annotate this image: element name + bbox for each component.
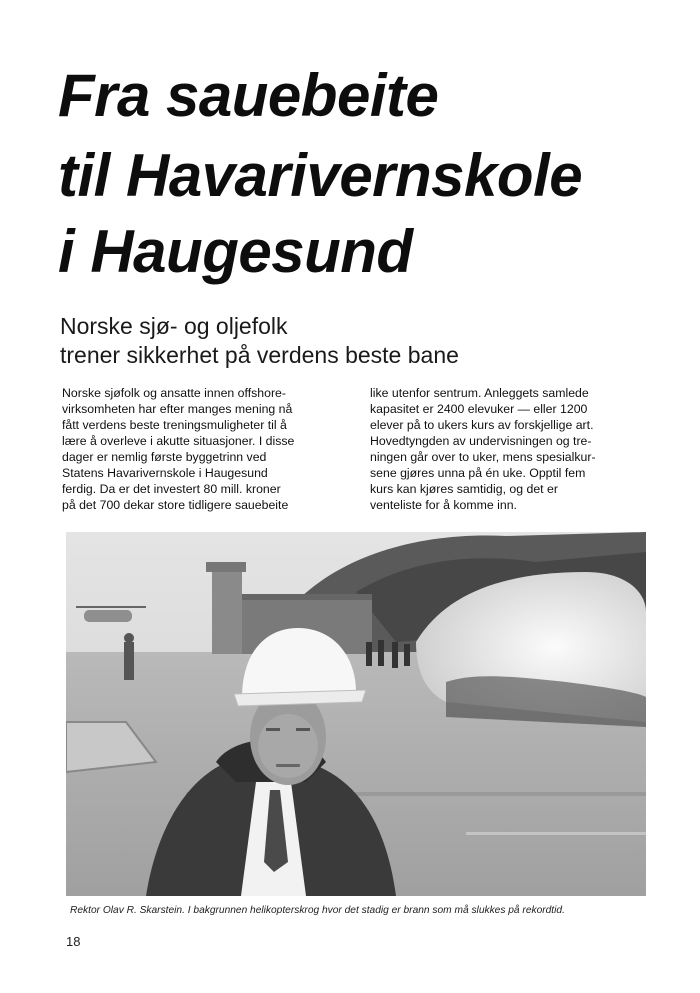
body-line: kapasitet er 2400 elevuker — eller 1200 [370, 402, 588, 416]
body-column-2 [370, 385, 644, 513]
body-line: ferdig. Da er det investert 80 mill. kroner [62, 482, 281, 496]
body-line: ningen går over to uker, mens spesialkur- [370, 450, 596, 464]
body-line: virksomheten har efter manges mening nå [62, 402, 293, 416]
body-line: elever på to ukers kurs av forskjellige art. [370, 418, 594, 432]
photo-caption: Rektor Olav R. Skarstein. I bakgrunnen helikopterskrog hvor det stadig er brann som må slukkes på rekordtid. [70, 905, 565, 916]
body-line: dager er nemlig første byggetrinn ved [62, 450, 267, 464]
headline-line-1: Fra sauebeite [58, 62, 439, 129]
body-line: Norske sjøfolk og ansatte innen offshore- [62, 386, 286, 400]
body-line: like utenfor sentrum. Anleggets samlede [370, 386, 589, 400]
body-line: lære å overleve i akutte situasjoner. I disse [62, 434, 295, 448]
body-line: Hovedtyngden av undervisningen og tre- [370, 434, 592, 448]
body-column-1 [62, 385, 336, 513]
body-line: Statens Havarivernskole i Haugesund [62, 466, 268, 480]
photo-illustration [66, 532, 646, 896]
body-line: fått verdens beste treningsmuligheter til å [62, 418, 287, 432]
page-number: 18 [66, 934, 81, 949]
headline-line-3: i Haugesund [58, 218, 413, 285]
body-line: venteliste for å komme inn. [370, 498, 517, 512]
body-line: på det 700 dekar store tidligere sauebeite [62, 498, 289, 512]
subheadline-line-1: Norske sjø- og oljefolk [60, 313, 288, 339]
headline-line-2: til Havarivernskole [58, 142, 583, 209]
photo-principal-at-fire-training [66, 532, 646, 896]
body-line: kurs kan kjøres samtidig, og det er [370, 482, 558, 496]
body-line: sene gjøres unna på én uke. Opptil fem [370, 466, 586, 480]
subheadline-line-2: trener sikkerhet på verdens beste bane [60, 342, 459, 368]
